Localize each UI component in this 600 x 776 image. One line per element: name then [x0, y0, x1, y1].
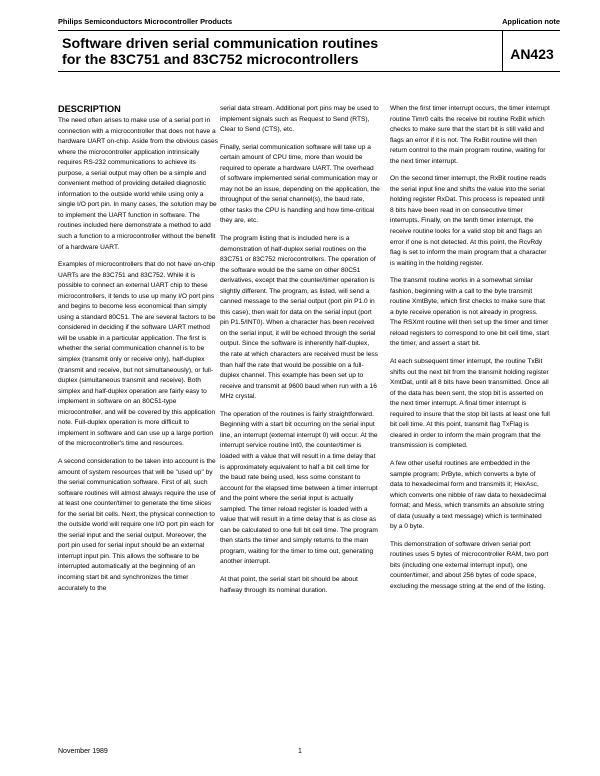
paragraph: Finally, serial communication software will take up a certain amount of CPU time, more than would be required to operate a hardware UART. The overhead of software implemented serial communication may or may not be an issue, depending on the application, the throughput of the serial channel(s), the baud rate, other tasks the CPU is handling and how time-critical they are, etc. [220, 143, 380, 225]
text-column-3 [390, 104, 550, 600]
title-line-1: Software driven serial communication routines [62, 36, 379, 52]
document-number: AN423 [510, 46, 554, 62]
paragraph: serial data stream. Additional port pins may be used to implement signals such as Request to Send (RTS), Clear to Send (CTS), etc. [220, 105, 379, 134]
text-column-1 [58, 104, 218, 601]
paragraph: This demonstration of software driven serial port routines uses 5 bytes of microcontroller RAM, two port bits (including one external interrupt input), one counter/timer, and about 256 bytes of code space, excluding the message string at the end of the listing. [390, 540, 549, 590]
paragraph: When the first timer interrupt occurs, the timer interrupt routine Timr0 calls the receive bit routine RxBit which checks to make sure that the start bit is still valid and flags an error if it is not. The RxBit routine will then return control to the main program routine, waiting for the next timer interrupt. [390, 105, 550, 165]
paragraph: The need often arises to make use of a serial port in connection with a microcontroller that does not have a hardware UART on-chip. Aside from the obvious cases where the microcontroller application intrinsically requires RS-232 communications to achieve its purpose, a serial output may often be a simple and convenient method of providing detailed diagnostic information to the outside world while using only a single I/O port pin. In many cases, the solution may be to implement the UART function in software. The routines included here demonstrate a method to add such a function to a microcontroller without the benefit of a hardware UART. [58, 117, 218, 251]
document-title [62, 36, 378, 68]
paragraph: The transmit routine works in a somewhat similar fashion, beginning with a call to the byte transmit routine XmtByte, which first checks to make sure that a byte receive operation is not already in progress. The RSXmt routine will then set up the timer and timer reload registers to correspond to one bit cell time, start the timer, and assert a start bit. [390, 277, 550, 348]
document-number-box [502, 31, 561, 71]
title-box [58, 31, 502, 71]
title-line-2: for the 83C751 and 83C752 microcontrollers [62, 52, 359, 68]
text-column-2 [220, 104, 380, 603]
paragraph: At that point, the serial start bit should be about halfway through its nominal duration. [220, 575, 358, 594]
paragraph: At each subsequent timer interrupt, the routine TxBit shifts out the next bit from the transmit holding register XmtDat, until all 8 bits have been transmitted. Once all of the data has been sent, the stop bit is asserted on the next timer interrupt. A final timer interrupt is required to insure that the stop bit lasts at least one full bit cell time. At this point, transmit flag TxFlag is cleared in order to inform the main program that the transmission is completed. [390, 358, 550, 450]
footer-date: November 1989 [58, 748, 108, 755]
section-heading: DESCRIPTION [58, 104, 121, 114]
paragraph: A second consideration to be taken into account is the amount of system resources that will be "used up" by the serial communication software. First of all, such software routines will almost always require the use of at least one counter/timer to generate the time slices for the serial bit cells. Next, the physical connection to the outside world will require one I/O port pin each for the serial input and the serial output. Moreover, the port pin used for serial input should be an external interrupt input pin. This allows the software to be interrupted automatically at the beginning of an incoming start bit and synchronizes the timer accurately to the [58, 457, 216, 592]
header-rule-bottom [58, 71, 560, 72]
paragraph: A few other useful routines are embedded in the sample program: PrByte, which converts a byte of data to hexadecimal form and transmits it; HexAsc, which converts one nibble of raw data to hexadecimal format; and Mess, which transmits an absolute string of data (usually a text message) which is terminated by a 0 byte. [390, 459, 547, 531]
company-name: Philips Semiconductors Microcontroller Products [58, 17, 233, 26]
paragraph: The program listing that is included here is a demonstration of half-duplex serial routines on the 83C751 or 83C752 microcontrollers. The operation of the software would be the same on other 80C51 derivatives, except that the counter/timer operation is slightly different. The program, as listed, will send a canned message to the serial output (port pin P1.0 in this case), then wait for data on the serial input (port pin P1.5/INT0). When a character has been received on the serial input, it will be echoed through the serial output. Since the software is inherently half-duplex, the rate at which characters are received must be less than half the rate that would be possible on a full-duplex channel. This example has been set up to receive and transmit at 9600 baud when run with a 16 MHz crystal. [220, 235, 378, 401]
page-number: 1 [298, 748, 302, 755]
paragraph: On the second timer interrupt, the RxBit routine reads the serial input line and shifts the value into the serial holding register RxDat. This process is repeated until 8 bits have been read in on consecutive timer interrupts. Finally, on the tenth timer interrupt, the receive routine looks for a valid stop bit and flags an error if one is not detected. At this point, the RcvRdy flag is set to inform the main program that a character is waiting in the holding register. [390, 175, 547, 267]
paragraph: The operation of the routines is fairly straightforward. Beginning with a start bit occurring on the serial input line, an interrupt (external interrupt 0) will occur. At the interrupt service routine Int0, the counter/timer is loaded with a value that will result in a time delay that is approximately equivalent to half a bit cell time for the baud rate being used, less some constant to account for the elapsed time between a timer interrupt and the point where the serial input is actually sampled. The timer reload register is loaded with a value that will result in a time delay that is as close as can be calculated to one full bit cell time. The program then starts the timer and simply returns to the main program, waiting for the timer to time out, generating another interrupt. [220, 410, 378, 566]
document-type: Application note [502, 17, 560, 26]
paragraph: Examples of microcontrollers that do not have on-chip UARTs are the 83C751 and 83C752. While it is possible to connect an external UART chip to these microcontrollers, it tends to use up many I/O port pins and begins to become less economical than simply using a standard 80C51. The are several factors to be considered in deciding if the software UART method will be usable in a particular application. The first is whether the serial communication channel is to be simplex (transmit only or receive only), half-duplex (transmit and receive, but not simultaneously), or full-duplex (simultaneous transmit and receive). Both simplex and half-duplex operation are fairly easy to implement in software on an 80C51-type microcontroller, and will be covered by this application note. Full-duplex operation is more difficult to implement in software and can use up a large portion of the microcontroller's time and resources. [58, 261, 216, 448]
